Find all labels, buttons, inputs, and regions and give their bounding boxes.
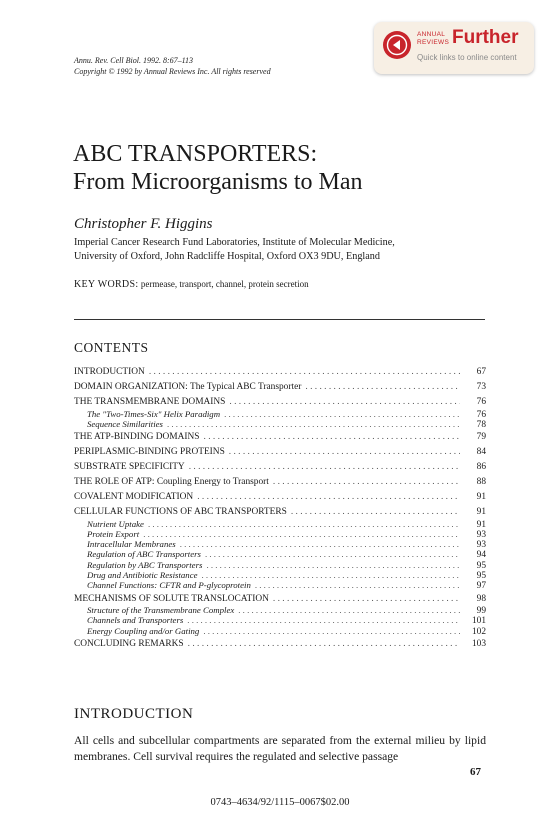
toc-entry-title: Energy Coupling and/or Gating: [87, 625, 200, 636]
toc-entry-title: Regulation of ABC Transporters: [87, 549, 201, 560]
toc-entry[interactable]: [74, 507, 486, 519]
toc-entry[interactable]: [74, 409, 486, 419]
citation-line1: Annu. Rev. Cell Biol. 1992. 8:67–113: [74, 56, 194, 65]
toc-entry[interactable]: [74, 419, 486, 429]
title-line2: From Microorganisms to Man: [73, 169, 363, 195]
toc-entry-page: 67: [476, 367, 486, 377]
toc-entry-page: 94: [476, 550, 486, 560]
affiliation-line2: University of Oxford, John Radcliffe Hospital, Oxford OX3 9DU, England: [74, 251, 380, 262]
toc-entry-title: CONCLUDING REMARKS: [74, 639, 184, 650]
affiliation-line1: Imperial Cancer Research Fund Laboratories, Institute of Molecular Medicine,: [74, 237, 395, 248]
toc-entry-page: 95: [476, 570, 486, 580]
toc-entry[interactable]: [74, 529, 486, 539]
toc-entry[interactable]: [74, 580, 486, 590]
toc-entry-title: Nutrient Uptake: [87, 518, 144, 529]
toc-entry-title: Protein Export: [87, 529, 140, 540]
toc-entry-title: Regulation by ABC Transporters: [87, 559, 203, 570]
toc-entry-page: 76: [476, 409, 486, 419]
table-of-contents: [74, 367, 486, 651]
badge-annual-reviews: [417, 31, 449, 46]
citation: [74, 55, 271, 77]
toc-entry-title: Channels and Transporters: [87, 615, 184, 626]
toc-entry-title: DOMAIN ORGANIZATION: The Typical ABC Transporter: [74, 381, 302, 392]
toc-entry-title: SUBSTRATE SPECIFICITY: [74, 462, 185, 473]
affiliation: [74, 236, 395, 264]
badge-small-line1: ANNUAL: [417, 31, 446, 38]
toc-entry-page: 76: [476, 396, 486, 407]
toc-entry-page: 93: [476, 530, 486, 540]
toc-entry[interactable]: [74, 570, 486, 580]
toc-entry-title: INTRODUCTION: [74, 367, 145, 377]
toc-entry[interactable]: [74, 626, 486, 636]
back-arrow-icon: [383, 31, 411, 59]
toc-entry[interactable]: [74, 397, 486, 409]
article-title: [73, 140, 363, 196]
toc-entry[interactable]: [74, 432, 486, 444]
toc-entry[interactable]: [74, 367, 486, 379]
toc-entry[interactable]: [74, 549, 486, 559]
toc-entry[interactable]: [74, 477, 486, 489]
toc-entry[interactable]: [74, 539, 486, 549]
toc-entry[interactable]: [74, 605, 486, 615]
toc-leader-dots: [238, 605, 460, 615]
keywords: [74, 279, 309, 290]
toc-leader-dots: [203, 626, 460, 636]
citation-line2: Copyright © 1992 by Annual Reviews Inc. All rights reserved: [74, 67, 271, 76]
toc-entry[interactable]: [74, 615, 486, 625]
toc-entry-page: 86: [476, 462, 486, 473]
toc-entry[interactable]: [74, 519, 486, 529]
divider: [74, 319, 485, 320]
article-code: 0743–4634/92/1115–0067$02.00: [210, 797, 350, 808]
toc-entry-title: Drug and Antibiotic Resistance: [87, 569, 198, 580]
toc-leader-dots: [229, 397, 460, 409]
toc-entry-page: 88: [476, 477, 486, 488]
title-line1: ABC TRANSPORTERS:: [73, 141, 318, 167]
toc-entry-page: 98: [476, 593, 486, 604]
page-number: 67: [470, 766, 481, 778]
toc-entry-page: 101: [471, 616, 486, 626]
toc-leader-dots: [291, 507, 460, 519]
toc-entry-title: The "Two-Times-Six" Helix Paradigm: [87, 408, 221, 419]
toc-leader-dots: [202, 570, 460, 580]
toc-entry-title: THE ATP-BINDING DOMAINS: [74, 432, 200, 443]
toc-leader-dots: [273, 477, 460, 489]
toc-entry-title: PERIPLASMIC-BINDING PROTEINS: [74, 447, 225, 458]
toc-leader-dots: [188, 639, 460, 651]
toc-entry-page: 91: [476, 492, 486, 503]
toc-leader-dots: [167, 419, 460, 429]
toc-entry-page: 103: [471, 639, 486, 650]
keywords-label: KEY WORDS:: [74, 279, 139, 290]
badge-subtitle: Quick links to online content: [417, 53, 517, 62]
contents-heading: CONTENTS: [74, 340, 149, 355]
toc-entry-title: COVALENT MODIFICATION: [74, 492, 194, 503]
toc-leader-dots: [180, 539, 460, 549]
toc-entry-page: 91: [476, 519, 486, 530]
toc-leader-dots: [305, 382, 460, 394]
toc-leader-dots: [187, 615, 460, 625]
toc-entry[interactable]: [74, 447, 486, 459]
toc-leader-dots: [273, 594, 460, 606]
toc-entry[interactable]: [74, 382, 486, 394]
toc-leader-dots: [143, 529, 460, 539]
toc-entry-page: 102: [471, 626, 486, 636]
toc-leader-dots: [229, 447, 460, 459]
toc-entry-title: THE TRANSMEMBRANE DOMAINS: [74, 396, 226, 407]
body-paragraph: All cells and subcellular compartments are separated from the external milieu by lipid membranes. Cell survival requires the regulated and selective passage: [74, 734, 486, 763]
toc-entry-page: 97: [476, 580, 486, 591]
toc-entry-title: Sequence Similarities: [87, 418, 163, 429]
toc-entry-page: 91: [476, 507, 486, 518]
toc-entry-title: Intracellular Membranes: [87, 539, 176, 550]
toc-leader-dots: [148, 519, 460, 529]
toc-entry-page: 95: [476, 560, 486, 570]
toc-leader-dots: [204, 432, 460, 444]
toc-entry-page: 79: [476, 432, 486, 443]
toc-entry[interactable]: [74, 639, 486, 651]
toc-entry-page: 93: [476, 540, 486, 550]
introduction-heading: INTRODUCTION: [74, 706, 194, 722]
toc-leader-dots: [255, 580, 460, 590]
toc-entry-title: MECHANISMS OF SOLUTE TRANSLOCATION: [74, 593, 269, 604]
toc-entry-page: 73: [476, 381, 486, 392]
badge-small-line2: REVIEWS: [417, 38, 450, 46]
toc-entry-title: Channel Functions: CFTR and P-glycoprotein: [87, 579, 251, 590]
toc-leader-dots: [206, 560, 460, 570]
toc-entry[interactable]: [74, 462, 486, 474]
toc-entry[interactable]: [74, 560, 486, 570]
toc-entry[interactable]: [74, 594, 486, 606]
toc-entry-page: 84: [476, 447, 486, 458]
toc-entry[interactable]: [74, 492, 486, 504]
author: Christopher F. Higgins: [74, 216, 213, 232]
keywords-value: permease, transport, channel, protein secretion: [140, 279, 309, 289]
toc-leader-dots: [197, 492, 460, 504]
badge-further-label: Further: [452, 27, 519, 48]
toc-leader-dots: [189, 462, 460, 474]
toc-entry-page: 78: [476, 419, 486, 429]
toc-leader-dots: [224, 409, 460, 419]
toc-leader-dots: [205, 549, 460, 559]
toc-leader-dots: [149, 367, 460, 379]
toc-entry-title: Structure of the Transmembrane Complex: [87, 605, 235, 616]
toc-entry-title: CELLULAR FUNCTIONS OF ABC TRANSPORTERS: [74, 507, 287, 518]
toc-entry-page: 99: [476, 606, 486, 616]
further-badge[interactable]: [374, 22, 534, 74]
toc-entry-title: THE ROLE OF ATP: Coupling Energy to Transport: [74, 477, 269, 488]
